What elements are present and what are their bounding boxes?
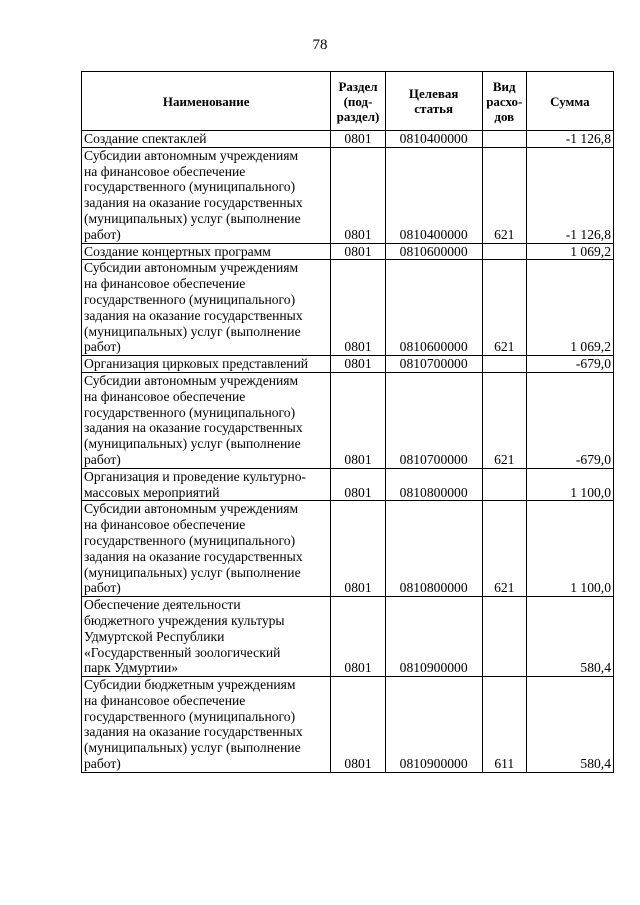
cell-name bbox=[82, 356, 331, 373]
cell-name-line: Субсидии автономным учреждениям bbox=[84, 147, 299, 163]
cell-sum: 580,4 bbox=[526, 677, 613, 773]
cell-name bbox=[82, 372, 331, 468]
cell-name-line: государственного (муниципального) bbox=[84, 404, 296, 420]
cell-name-line: Организация и проведение культурно- bbox=[84, 468, 307, 484]
header-kind bbox=[482, 72, 526, 131]
table-row bbox=[82, 597, 614, 677]
cell-kind: 621 bbox=[482, 501, 526, 597]
cell-name-line: «Государственный зоологический bbox=[84, 644, 281, 660]
cell-kind: 621 bbox=[482, 260, 526, 356]
cell-sum: 1 100,0 bbox=[526, 468, 613, 501]
header-kind-line: Вид bbox=[492, 78, 516, 94]
cell-target: 0810700000 bbox=[385, 372, 482, 468]
header-sum: Сумма bbox=[526, 72, 613, 131]
cell-target: 0810600000 bbox=[385, 260, 482, 356]
cell-section: 0801 bbox=[331, 356, 385, 373]
cell-target: 0810800000 bbox=[385, 468, 482, 501]
cell-target: 0810700000 bbox=[385, 356, 482, 373]
cell-name-line: (муниципальных) услуг (выполнение bbox=[84, 323, 301, 339]
cell-name bbox=[82, 147, 331, 243]
header-section-line: Раздел bbox=[338, 78, 378, 94]
cell-name-line: Субсидии автономным учреждениям bbox=[84, 501, 299, 517]
cell-name-line: государственного (муниципального) bbox=[84, 179, 296, 195]
cell-kind bbox=[482, 131, 526, 148]
cell-sum: 1 069,2 bbox=[526, 260, 613, 356]
cell-sum: -1 126,8 bbox=[526, 147, 613, 243]
cell-name-line: задания на оказание государственных bbox=[84, 420, 303, 436]
cell-name-line: Создание спектаклей bbox=[84, 131, 207, 146]
cell-name bbox=[82, 243, 331, 260]
cell-target: 0810900000 bbox=[385, 597, 482, 677]
cell-section: 0801 bbox=[331, 677, 385, 773]
table-header bbox=[82, 72, 614, 131]
cell-name bbox=[82, 597, 331, 677]
header-section-line: (под- bbox=[343, 93, 373, 109]
budget-table bbox=[81, 71, 614, 773]
table-row bbox=[82, 356, 614, 373]
cell-name-line: государственного (муниципального) bbox=[84, 291, 296, 307]
cell-name-line: (муниципальных) услуг (выполнение bbox=[84, 740, 301, 756]
cell-name-line: на финансовое обеспечение bbox=[84, 517, 246, 533]
cell-kind bbox=[482, 243, 526, 260]
cell-name-line: Субсидии бюджетным учреждениям bbox=[84, 677, 296, 693]
header-name: Наименование bbox=[82, 72, 331, 131]
table-row bbox=[82, 131, 614, 148]
cell-name-line: парк Удмуртии» bbox=[84, 660, 179, 676]
cell-sum: -1 126,8 bbox=[526, 131, 613, 148]
cell-name-line: работ) bbox=[84, 339, 121, 355]
cell-section: 0801 bbox=[331, 260, 385, 356]
cell-name-line: Субсидии автономным учреждениям bbox=[84, 260, 299, 276]
cell-section: 0801 bbox=[331, 243, 385, 260]
cell-name-line: на финансовое обеспечение bbox=[84, 388, 246, 404]
cell-sum: 1 100,0 bbox=[526, 501, 613, 597]
cell-name-line: работ) bbox=[84, 580, 121, 596]
cell-name-line: (муниципальных) услуг (выполнение bbox=[84, 436, 301, 452]
cell-name bbox=[82, 677, 331, 773]
cell-section: 0801 bbox=[331, 147, 385, 243]
cell-name-line: задания на оказание государственных bbox=[84, 195, 303, 211]
page-number: 78 bbox=[312, 37, 328, 53]
cell-name bbox=[82, 501, 331, 597]
cell-section: 0801 bbox=[331, 372, 385, 468]
cell-section: 0801 bbox=[331, 501, 385, 597]
cell-name-line: на финансовое обеспечение bbox=[84, 276, 246, 292]
cell-name-line: государственного (муниципального) bbox=[84, 708, 296, 724]
table-row bbox=[82, 501, 614, 597]
header-kind-line: расхо- bbox=[486, 93, 523, 109]
header-section-line: раздел) bbox=[336, 108, 380, 124]
cell-section: 0801 bbox=[331, 468, 385, 501]
cell-target: 0810800000 bbox=[385, 501, 482, 597]
cell-name-line: государственного (муниципального) bbox=[84, 532, 296, 548]
cell-name-line: задания на оказание государственных bbox=[84, 307, 303, 323]
cell-section: 0801 bbox=[331, 597, 385, 677]
cell-name-line: массовых мероприятий bbox=[84, 484, 220, 500]
table-row bbox=[82, 468, 614, 501]
cell-target: 0810400000 bbox=[385, 131, 482, 148]
cell-name-line: работ) bbox=[84, 451, 121, 467]
cell-name-line: Удмуртской Республики bbox=[84, 628, 225, 644]
cell-name bbox=[82, 131, 331, 148]
table-row bbox=[82, 677, 614, 773]
cell-name-line: на финансовое обеспечение bbox=[84, 692, 246, 708]
cell-name-line: бюджетного учреждения культуры bbox=[84, 612, 285, 628]
header-section bbox=[331, 72, 385, 131]
cell-name-line: на финансовое обеспечение bbox=[84, 163, 246, 179]
cell-kind bbox=[482, 597, 526, 677]
cell-section: 0801 bbox=[331, 131, 385, 148]
table-row bbox=[82, 147, 614, 243]
header-target-line: статья bbox=[414, 101, 454, 116]
cell-name bbox=[82, 260, 331, 356]
cell-sum: -679,0 bbox=[526, 372, 613, 468]
cell-name-line: Организация цирковых представлений bbox=[84, 356, 309, 372]
cell-sum: -679,0 bbox=[526, 356, 613, 373]
cell-target: 0810900000 bbox=[385, 677, 482, 773]
header-target bbox=[385, 72, 482, 131]
table-row bbox=[82, 372, 614, 468]
cell-name-line: работ) bbox=[84, 756, 121, 772]
header-target-line: Целевая bbox=[408, 86, 459, 101]
cell-name bbox=[82, 468, 331, 501]
cell-kind bbox=[482, 468, 526, 501]
cell-name-line: Создание концертных программ bbox=[84, 243, 271, 259]
table-row bbox=[82, 243, 614, 260]
cell-kind: 621 bbox=[482, 372, 526, 468]
cell-kind bbox=[482, 356, 526, 373]
cell-kind: 621 bbox=[482, 147, 526, 243]
header-row bbox=[82, 72, 614, 131]
cell-name-line: задания на оказание государственных bbox=[84, 724, 303, 740]
cell-sum: 580,4 bbox=[526, 597, 613, 677]
cell-target: 0810400000 bbox=[385, 147, 482, 243]
cell-name-line: Обеспечение деятельности bbox=[84, 597, 241, 613]
table-body bbox=[82, 131, 614, 773]
cell-target: 0810600000 bbox=[385, 243, 482, 260]
cell-name-line: работ) bbox=[84, 226, 121, 242]
cell-sum: 1 069,2 bbox=[526, 243, 613, 260]
cell-name-line: (муниципальных) услуг (выполнение bbox=[84, 564, 301, 580]
table-row bbox=[82, 260, 614, 356]
cell-name-line: задания на оказание государственных bbox=[84, 548, 303, 564]
cell-name-line: (муниципальных) услуг (выполнение bbox=[84, 210, 301, 226]
cell-name-line: Субсидии автономным учреждениям bbox=[84, 372, 299, 388]
header-kind-line: дов bbox=[494, 108, 515, 124]
cell-kind: 611 bbox=[482, 677, 526, 773]
